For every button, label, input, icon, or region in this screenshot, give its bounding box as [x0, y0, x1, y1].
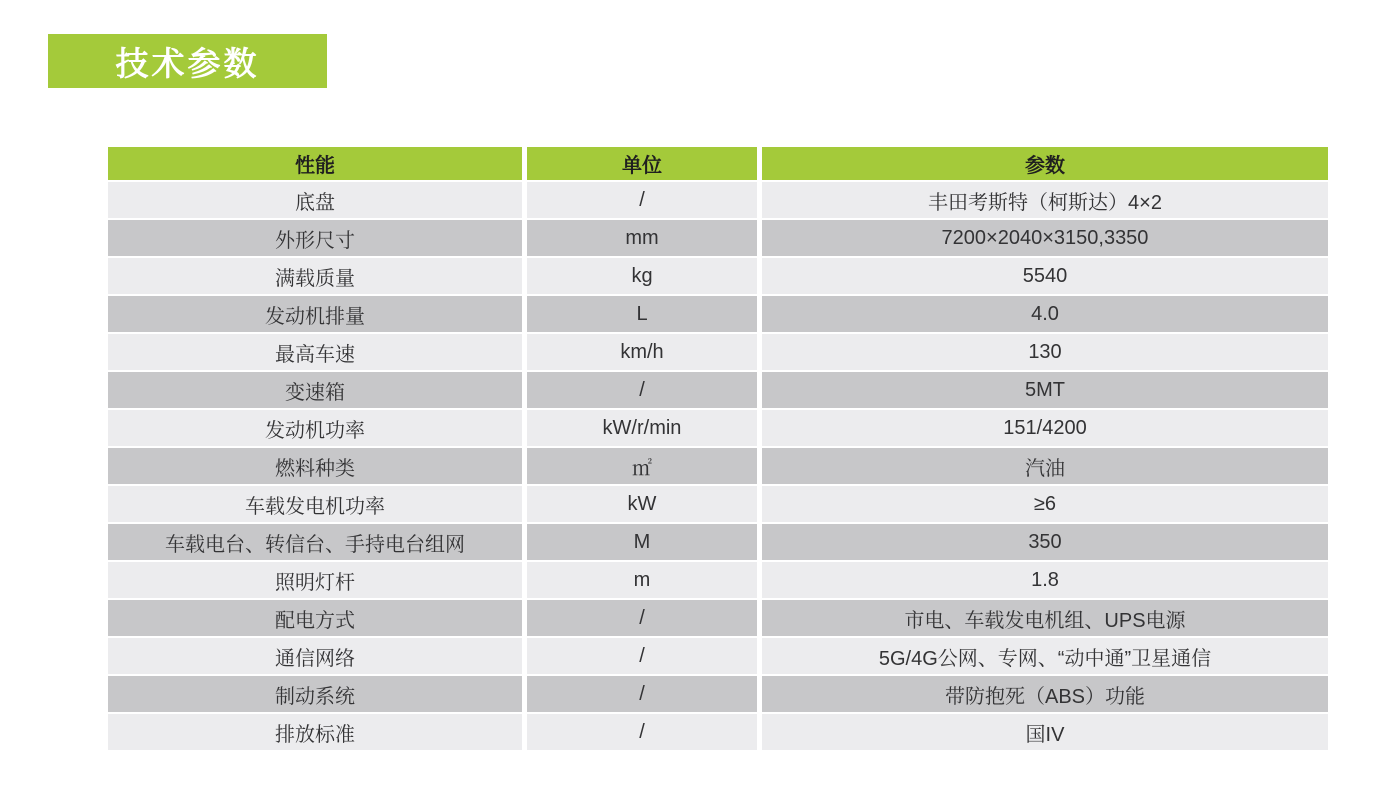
table-row	[108, 562, 1328, 598]
cell-performance: 配电方式	[108, 600, 522, 636]
column-header-parameter: 参数	[762, 147, 1328, 180]
cell-unit: km/h	[527, 334, 757, 370]
table-row	[108, 182, 1328, 218]
cell-performance: 底盘	[108, 182, 522, 218]
cell-performance: 变速箱	[108, 372, 522, 408]
cell-parameter: 350	[762, 524, 1328, 560]
cell-unit: L	[527, 296, 757, 332]
section-title-banner	[48, 34, 327, 88]
cell-performance: 车载电台、转信台、手持电台组网	[108, 524, 522, 560]
cell-performance: 燃料种类	[108, 448, 522, 484]
cell-performance: 满载质量	[108, 258, 522, 294]
cell-performance: 最高车速	[108, 334, 522, 370]
cell-performance: 发动机排量	[108, 296, 522, 332]
cell-parameter: 汽油	[762, 448, 1328, 484]
cell-unit: /	[527, 638, 757, 674]
cell-parameter: 1.8	[762, 562, 1328, 598]
cell-parameter: 市电、车载发电机组、UPS电源	[762, 600, 1328, 636]
table-row	[108, 714, 1328, 750]
table-row	[108, 334, 1328, 370]
table-row	[108, 258, 1328, 294]
cell-parameter: 151/4200	[762, 410, 1328, 446]
cell-unit: /	[527, 600, 757, 636]
cell-parameter: 带防抱死（ABS）功能	[762, 676, 1328, 712]
cell-unit: kg	[527, 258, 757, 294]
cell-performance: 车载发电机功率	[108, 486, 522, 522]
spec-table	[108, 147, 1328, 750]
section-title: 技术参数	[115, 44, 260, 82]
table-row	[108, 638, 1328, 674]
cell-unit: m	[527, 562, 757, 598]
cell-unit: /	[527, 714, 757, 750]
cell-performance: 外形尺寸	[108, 220, 522, 256]
cell-parameter: 丰田考斯特（柯斯达）4×2	[762, 182, 1328, 218]
cell-performance: 发动机功率	[108, 410, 522, 446]
cell-performance: 排放标准	[108, 714, 522, 750]
cell-performance: 照明灯杆	[108, 562, 522, 598]
column-header-unit: 单位	[527, 147, 757, 180]
table-row	[108, 372, 1328, 408]
table-row	[108, 220, 1328, 256]
table-row	[108, 676, 1328, 712]
table-row	[108, 486, 1328, 522]
cell-parameter: 7200×2040×3150,3350	[762, 220, 1328, 256]
cell-unit: mm	[527, 220, 757, 256]
table-row	[108, 296, 1328, 332]
table-row	[108, 600, 1328, 636]
cell-parameter: ≥6	[762, 486, 1328, 522]
cell-unit: /	[527, 182, 757, 218]
table-row	[108, 524, 1328, 560]
cell-performance: 制动系统	[108, 676, 522, 712]
cell-parameter: 5G/4G公网、专网、“动中通”卫星通信	[762, 638, 1328, 674]
cell-unit: kW/r/min	[527, 410, 757, 446]
cell-parameter: 5MT	[762, 372, 1328, 408]
cell-unit: ㎡	[527, 448, 757, 484]
cell-unit: /	[527, 676, 757, 712]
cell-parameter: 130	[762, 334, 1328, 370]
table-row	[108, 410, 1328, 446]
cell-parameter: 4.0	[762, 296, 1328, 332]
table-header-row	[108, 147, 1328, 180]
cell-unit: kW	[527, 486, 757, 522]
cell-parameter: 5540	[762, 258, 1328, 294]
cell-unit: /	[527, 372, 757, 408]
cell-performance: 通信网络	[108, 638, 522, 674]
column-header-performance: 性能	[108, 147, 522, 180]
cell-parameter: 国IV	[762, 714, 1328, 750]
cell-unit: M	[527, 524, 757, 560]
table-row	[108, 448, 1328, 484]
